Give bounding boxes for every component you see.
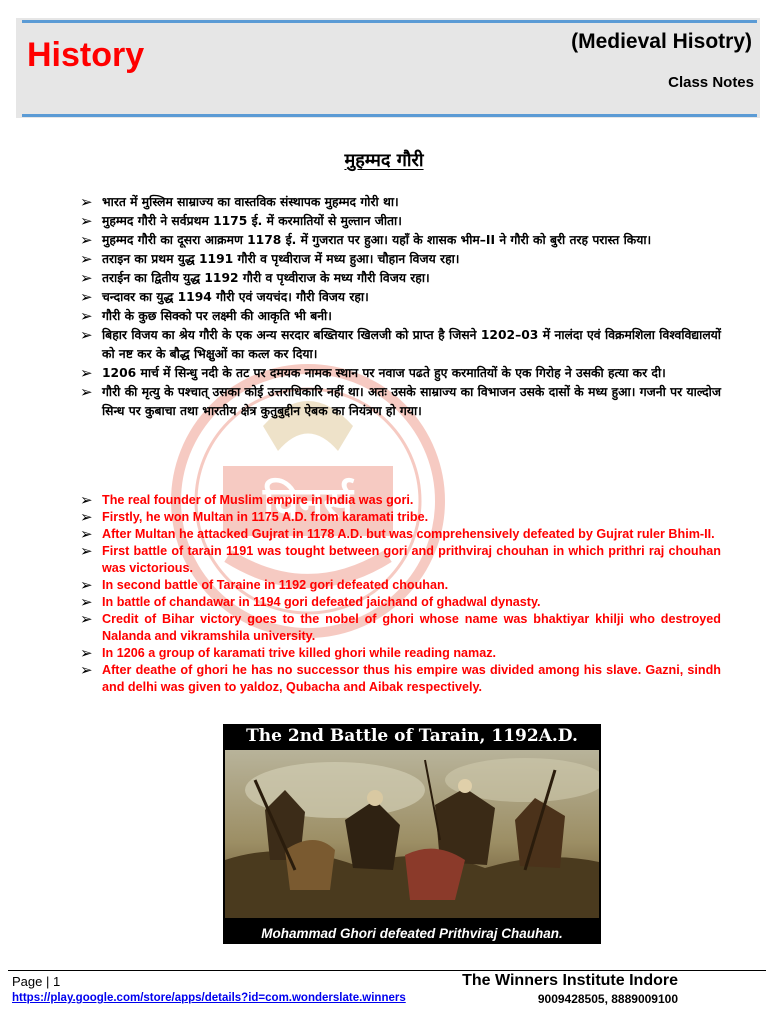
hindi-note-item-text: मुहम्मद गौरी का दूसरा आक्रमण 1178 ई. में गुजरात पर हुआ। यहाँ के शासक भीम–II ने गौरी को बुरी तरह परास्त किया। <box>102 233 652 247</box>
english-note-item-text: After deathe of ghori he has no successor thus his empire was divided among his slave. Gazni, sindh and delhi was given to yaldoz, Qubacha and Aibak respectively. <box>102 663 721 694</box>
arrow-bullet-icon: ➢ <box>80 231 93 249</box>
arrow-bullet-icon: ➢ <box>80 508 93 526</box>
arrow-bullet-icon: ➢ <box>80 525 93 543</box>
english-note-item <box>80 611 721 645</box>
hindi-note-item <box>80 383 721 421</box>
arrow-bullet-icon: ➢ <box>80 661 93 679</box>
contact-phones: 9009428505, 8889009100 <box>537 992 678 1006</box>
header-bottom-rule <box>22 114 757 117</box>
arrow-bullet-icon: ➢ <box>80 269 93 287</box>
hindi-notes-list <box>80 193 721 421</box>
painting-caption: Mohammad Ghori defeated Prithviraj Chauhan. <box>261 926 563 941</box>
footer-rule <box>8 970 766 971</box>
english-note-item-text: In second battle of Taraine in 1192 gori defeated chouhan. <box>102 578 449 592</box>
topic-heading: मुहम्मद गौरी <box>344 150 424 171</box>
english-note-item <box>80 509 721 526</box>
english-note-item <box>80 662 721 696</box>
english-note-item <box>80 543 721 577</box>
english-note-item <box>80 492 721 509</box>
hindi-note-item <box>80 212 721 231</box>
arrow-bullet-icon: ➢ <box>80 364 93 382</box>
arrow-bullet-icon: ➢ <box>80 576 93 594</box>
english-note-item-text: Credit of Bihar victory goes to the nobel of ghori whose name was bhaktiyar khilji who destroyed Nalanda and vikramshila university. <box>102 612 721 643</box>
class-notes-label: Class Notes <box>668 74 754 91</box>
hindi-note-item-text: तराईन का द्वितीय युद्ध 1192 गौरी व पृथ्वीराज के मध्य गौरी विजय रहा। <box>102 271 430 285</box>
hindi-note-item-text: तराइन का प्रथम युद्ध 1191 गौरी व पृथ्वीराज में मध्य हुआ। चौहान विजय रहा। <box>102 252 460 266</box>
arrow-bullet-icon: ➢ <box>80 644 93 662</box>
hindi-note-item-text: 1206 मार्च में सिन्धु नदी के तट पर दमयक नामक स्थान पर नवाज पढते हुए करमातियों के एक गिरोह ने उसकी हत्या कर दी। <box>102 366 666 380</box>
arrow-bullet-icon: ➢ <box>80 212 93 230</box>
english-note-item-text: After Multan he attacked Gujrat in 1178 A.D. but was comprehensively defeated by Gujrat ruler Bhim-II. <box>102 527 715 541</box>
english-note-item-text: First battle of tarain 1191 was tought between gori and prithviraj chouhan in which prithri raj chouhan was victorious. <box>102 544 721 575</box>
english-note-item-text: Firstly, he won Multan in 1175 A.D. from karamati tribe. <box>102 510 429 524</box>
arrow-bullet-icon: ➢ <box>80 542 93 560</box>
hindi-note-item <box>80 231 721 250</box>
arrow-bullet-icon: ➢ <box>80 193 93 211</box>
english-note-item <box>80 577 721 594</box>
institute-name: The Winners Institute Indore <box>462 972 678 989</box>
hindi-note-item-text: भारत में मुस्लिम साम्राज्य का वास्तविक संस्थापक मुहम्मद गोरी था। <box>102 195 399 209</box>
arrow-bullet-icon: ➢ <box>80 288 93 306</box>
app-store-link[interactable]: https://play.google.com/store/apps/details?id=com.wonderslate.winners <box>12 992 406 1004</box>
hindi-note-item-text: मुहम्मद गौरी ने सर्वप्रथम 1175 ई. में करमातियों से मुल्तान जीता। <box>102 214 402 228</box>
english-note-item <box>80 526 721 543</box>
svg-text:विनर्स: विनर्स <box>262 478 354 529</box>
painting-title: The 2nd Battle of Tarain, 1192A.D. <box>246 726 578 746</box>
battle-scene-image <box>225 750 599 918</box>
arrow-bullet-icon: ➢ <box>80 610 93 628</box>
hindi-note-item-text: गौरी की मृत्यु के पश्चात् उसका कोई उत्तराधिकारि नहीं था। अतः उसके साम्राज्य का विभाजन उसके दासों के मध्य हुआ। गजनी पर याल्दोज सिन्ध पर कुबाचा तथा भारतीय क्षेत्र कुतुबुद्दीन ऐबक का नियंत्रण हो गया। <box>102 385 721 418</box>
arrow-bullet-icon: ➢ <box>80 307 93 325</box>
hindi-note-item <box>80 307 721 326</box>
hindi-note-item <box>80 364 721 383</box>
hindi-note-item-text: बिहार विजय का श्रेय गौरी के एक अन्य सरदार बख्तियार खिलजी को प्राप्त है जिसने 1202–03 में नालंदा एवं विक्रमशिला विश्वविद्यालयों को नष्ट कर के बौद्ध भिक्षुओं का कत्ल कर दिया। <box>102 328 721 361</box>
hindi-note-item <box>80 288 721 307</box>
arrow-bullet-icon: ➢ <box>80 383 93 401</box>
english-note-item-text: The real founder of Muslim empire in India was gori. <box>102 493 414 507</box>
arrow-bullet-icon: ➢ <box>80 326 93 344</box>
arrow-bullet-icon: ➢ <box>80 593 93 611</box>
hindi-note-item <box>80 269 721 288</box>
subject-title: History <box>27 36 145 74</box>
english-note-item <box>80 645 721 662</box>
hindi-note-item <box>80 250 721 269</box>
section-title: (Medieval Hisotry) <box>571 30 752 53</box>
page-number: Page | 1 <box>12 974 61 989</box>
hindi-note-item <box>80 326 721 364</box>
english-note-item-text: In 1206 a group of karamati trive killed ghori while reading namaz. <box>102 646 497 660</box>
arrow-bullet-icon: ➢ <box>80 250 93 268</box>
arrow-bullet-icon: ➢ <box>80 491 93 509</box>
hindi-note-item-text: गौरी के कुछ सिक्को पर लक्ष्मी की आकृति भी बनी। <box>102 309 332 323</box>
hindi-note-item <box>80 193 721 212</box>
english-note-item <box>80 594 721 611</box>
english-notes-list <box>80 492 721 696</box>
battle-painting <box>223 724 601 944</box>
header-top-rule <box>22 20 757 23</box>
hindi-note-item-text: चन्दावर का युद्ध 1194 गौरी एवं जयचंद। गौरी विजय रहा। <box>102 290 369 304</box>
english-note-item-text: In battle of chandawar in 1194 gori defeated jaichand of ghadwal dynasty. <box>102 595 541 609</box>
